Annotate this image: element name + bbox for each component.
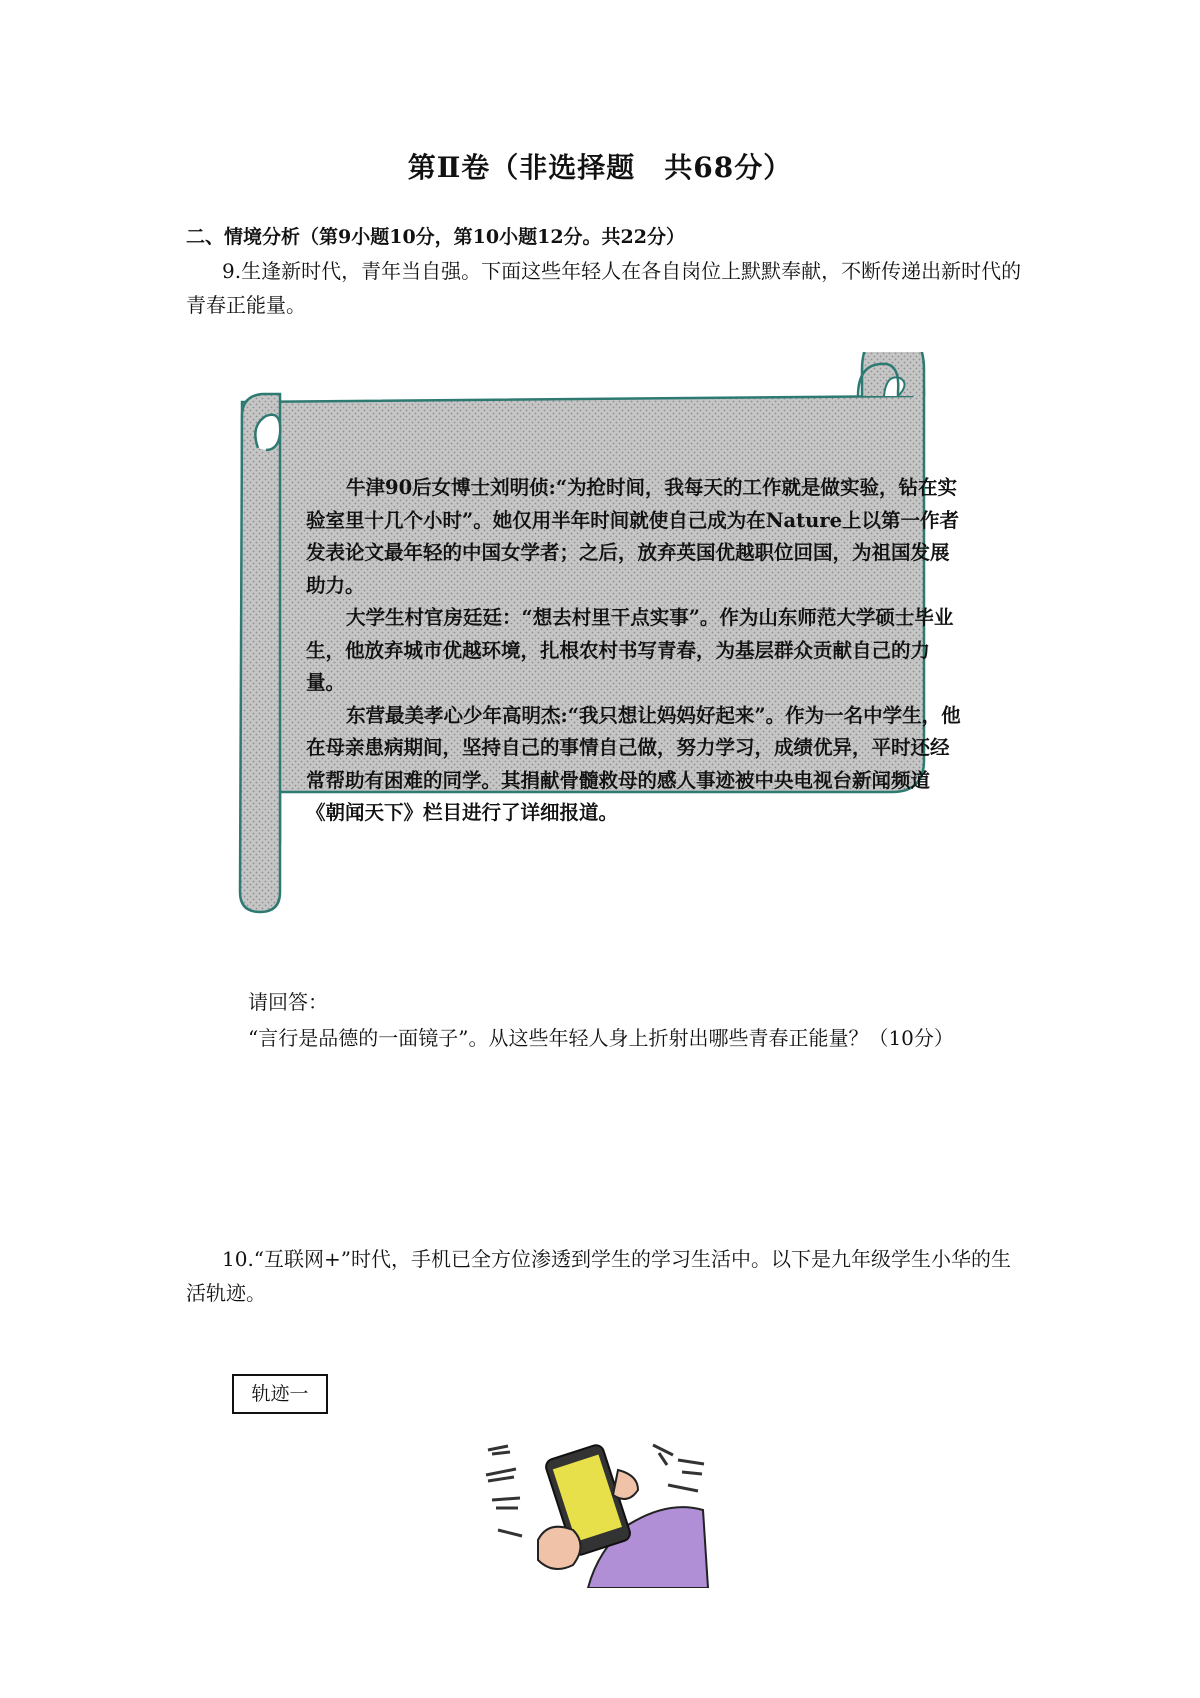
- question-10-intro: 10.“互联网+”时代，手机已全方位渗透到学生的学习生活中。以下是九年级学生小华的生活轨迹。: [186, 1247, 1012, 1305]
- phone-cartoon-image: [478, 1430, 718, 1588]
- page-title: 第Ⅱ卷（非选择题 共68分）: [407, 151, 793, 184]
- scroll-paragraph: 东营最美孝心少年高明杰:“我只想让妈妈好起来”。作为一名中学生，他在母亲患病期间，坚持自己的事情自己做，努力学习，成绩优异，平时还经常帮助有困难的同学。其捐献骨髓救母的感人事迹被中央电视台新闻频道《朝闻天下》栏目进行了详细报道。: [306, 703, 961, 824]
- section-heading: 二、情境分析（第9小题10分，第10小题12分。共22分）: [186, 226, 685, 248]
- track-one-label: 轨迹一: [232, 1374, 328, 1414]
- scroll-paragraph: 牛津90后女博士刘明侦:“为抢时间，我每天的工作就是做实验，钻在实验室里十几个小时”。她仅用半年时间就使自己成为在Nature上以第一作者发表论文最年轻的中国女学者；之后，放弃英国优越职位回国，为祖国发展助力。: [306, 476, 960, 597]
- question-9-intro: 9.生逢新时代，青年当自强。下面这些年轻人在各自岗位上默默奉献，不断传递出新时代的青春正能量。: [186, 259, 1022, 317]
- scroll-text-block: [306, 472, 966, 830]
- scroll-paragraph: 大学生村官房廷廷：“想去村里干点实事”。作为山东师范大学硕士毕业生，他放弃城市优越环境，扎根农村书写青春，为基层群众贡献自己的力量。: [306, 606, 954, 694]
- answer-prompt-label: 请回答：: [248, 990, 328, 1014]
- question-9-prompt: “言行是品德的一面镜子”。从这些年轻人身上折射出哪些青春正能量？（10分）: [248, 1026, 954, 1050]
